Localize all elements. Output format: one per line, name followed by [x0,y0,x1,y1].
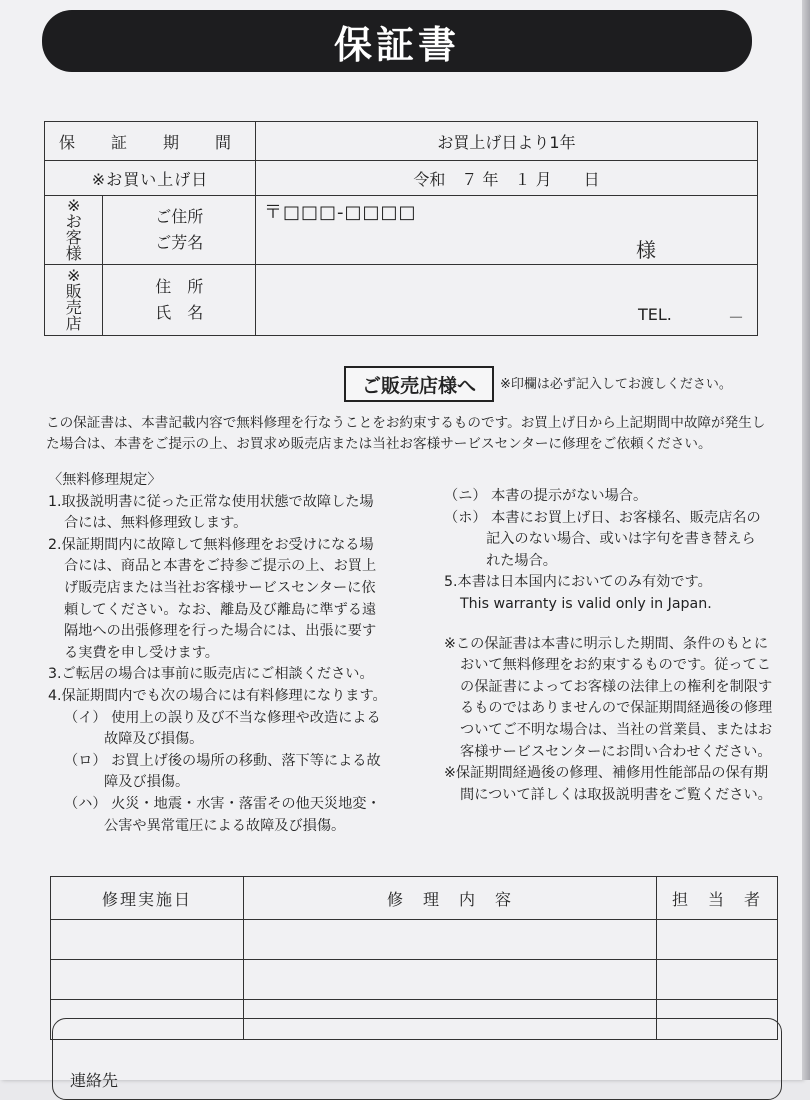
rule-left-line: 1.取扱説明書に従った正常な使用状態で故障した場 [48,493,374,510]
rule-right-line: This warranty is valid only in Japan. [460,595,712,612]
intro-text: この保証書は、本書記載内容で無料修理を行なうことをお約束するものです。お買上げ日から上記期間中故障が発生し た場合は、本書をご提示の上、お買求め販売店または当社お客様サービスセンターに修理をご依頼ください。 [46,415,766,452]
rule-right-line: れた場合。 [486,552,557,569]
rule-left-line: げ販売店または当社お客様サービスセンターに依 [64,579,376,596]
free-repair-rules-right [444,486,784,806]
contact-label: 連絡先 [70,1071,119,1090]
repair-date-header: 修理実施日 [51,877,244,920]
rule-right-line: （ホ） 本書にお買上げ日、お客様名、販売店名の [444,509,761,526]
rule-right-line: （ニ） 本書の提示がない場合。 [444,488,648,504]
dealer-field-label: 住 所 氏 名 [103,265,256,336]
rule-right-line: の保証書によってお客様の法律上の権利を制限す [460,678,773,695]
dealer-address-field[interactable] [256,265,758,336]
rule-left-line: 4.保証期間内でも次の場合には有料修理になります。 [48,687,387,704]
page-title: 保証書 [333,22,460,67]
dealer-section-label: ※ 販 売 店 [45,265,103,336]
customer-field-label: ご住所 ご芳名 [103,196,256,265]
rule-left-line: 故障及び損傷。 [104,731,204,748]
tel-label: TEL. [638,305,672,324]
honorific-label: 様 [636,238,656,262]
repair-content-cell[interactable] [244,960,657,1000]
contact-box [52,1018,782,1100]
repair-content-cell[interactable] [244,920,657,960]
rule-left-line: 隔地への出張修理を行った場合には、出張に要す [64,623,377,640]
rule-left-line: 頼してください。なお、離島及び離島に準ずる遠 [64,601,377,618]
rule-left-line: 2.保証期間内に故障して無料修理をお受けになる場 [48,536,374,553]
period-label: 保 証 期 間 [45,122,256,161]
rule-right-line: るものではありませんので保証期間経過後の修理 [460,700,773,717]
repair-date-cell[interactable] [51,960,244,1000]
purchase-date-label: ※お買い上げ日 [45,161,256,196]
repair-record-table [50,876,778,1040]
rule-right-line: ついてご不明な場合は、当社の営業員、またはお [460,721,773,738]
warranty-info-table [44,121,758,336]
rule-left-line: 障及び損傷。 [104,774,190,791]
customer-address-field[interactable] [256,196,758,265]
staff-cell[interactable] [657,920,778,960]
rule-left-line: （ロ） お買上げ後の場所の移動、落下等による故 [64,752,381,769]
rule-right-line: おいて無料修理をお約束するものです。従ってこ [460,657,771,674]
rule-left-line: 合には、無料修理致します。 [64,515,248,532]
period-value: お買上げ日より1年 [256,122,758,161]
purchase-date-value: 令和 ７ 年 １ 月 日 [256,161,758,196]
dealer-notice-box: ご販売店様へ [344,366,494,402]
rule-right-line: 5.本書は日本国内においてのみ有効です。 [444,574,712,591]
rule-left-line: 合には、商品と本書をご持参ご提示の上、お買上 [64,558,377,575]
rule-right-line: ※保証期間経過後の修理、補修用性能部品の保有期 [444,765,769,782]
rule-left-line: 公害や異常電圧による故障及び損傷。 [104,817,346,834]
rule-left-line: （イ） 使用上の誤り及び不当な修理や改造による [64,709,381,726]
free-repair-rules-left [48,470,408,837]
rule-right-line: ※この保証書は本書に明示した期間、条件のもとに [444,635,769,652]
title-banner [42,10,752,72]
repair-date-cell[interactable] [51,920,244,960]
staff-header: 担 当 者 [657,877,778,920]
rule-right-line: 客様サービスセンターにお問い合わせください。 [460,743,772,760]
rule-left-line: る実費を申し受けます。 [64,644,219,661]
repair-row [51,960,778,1000]
dealer-note: ※印欄は必ず記入してお渡しください。 [500,377,732,392]
rule-left-line: 〈無料修理規定〉 [48,472,162,488]
customer-section-label: ※ お 客 様 [45,196,103,265]
rule-left-line: 3.ご転居の場合は事前に販売店にご相談ください。 [48,666,374,683]
rule-right-line: 間について詳しくは取扱説明書をご覧ください。 [460,786,772,803]
postal-code-field: 〒□□□-□□□□ [264,202,417,223]
staff-cell[interactable] [657,960,778,1000]
rule-right-line: 記入のない場合、或いは字句を書き替えら [486,531,756,548]
repair-row [51,920,778,960]
tel-dash: － [728,308,745,327]
rule-left-line: （ハ） 火災・地震・水害・落雷その他天災地変・ [64,795,381,812]
paper-edge [802,0,810,1080]
repair-content-header: 修 理 内 容 [244,877,657,920]
